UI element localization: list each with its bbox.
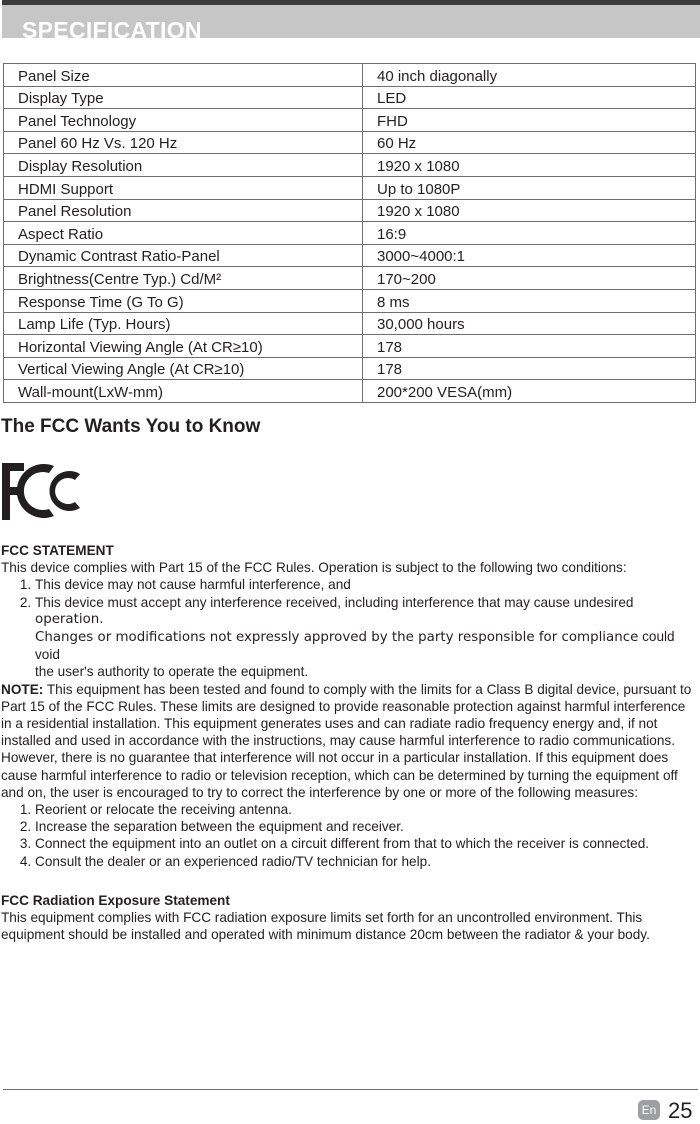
spec-table bbox=[3, 63, 696, 403]
table-row bbox=[4, 131, 696, 154]
list-item: 3. Connect the equipment into an outlet on a circuit different from that to which the receiver is connected. bbox=[35, 835, 698, 852]
list-item: 4. Consult the dealer or an experienced radio/TV technician for help. bbox=[35, 853, 698, 870]
spec-value: 170~200 bbox=[363, 267, 696, 290]
spec-value: 60 Hz bbox=[363, 131, 696, 154]
spec-value: 178 bbox=[363, 357, 696, 380]
table-row bbox=[4, 222, 696, 245]
fcc-statement bbox=[1, 542, 698, 870]
spec-label: Panel 60 Hz Vs. 120 Hz bbox=[4, 131, 363, 154]
table-row bbox=[4, 312, 696, 335]
table-row bbox=[4, 244, 696, 267]
note-label: NOTE: bbox=[1, 681, 44, 697]
conditions-list bbox=[1, 576, 698, 610]
fcc-logo bbox=[0, 460, 84, 527]
list-item: 1. This device may not cause harmful interference, and bbox=[35, 576, 698, 593]
spec-label: Panel Technology bbox=[4, 109, 363, 132]
spec-value: 30,000 hours bbox=[363, 312, 696, 335]
spec-label: Lamp Life (Typ. Hours) bbox=[4, 312, 363, 335]
table-row bbox=[4, 380, 696, 403]
table-row bbox=[4, 176, 696, 199]
table-row bbox=[4, 64, 696, 87]
spec-label: Dynamic Contrast Ratio-Panel bbox=[4, 244, 363, 267]
fcc-statement-intro: This device complies with Part 15 of the FCC Rules. Operation is subject to the following two conditions: bbox=[1, 560, 627, 576]
table-row bbox=[4, 289, 696, 312]
spec-value: FHD bbox=[363, 109, 696, 132]
list-item: 2. Increase the separation between the equipment and receiver. bbox=[35, 818, 698, 835]
spec-value: 1920 x 1080 bbox=[363, 154, 696, 177]
fcc-section-title: The FCC Wants You to Know bbox=[1, 416, 261, 437]
radiation-text: This equipment complies with FCC radiation exposure limits set forth for an uncontrolled environment. This equipment should be installed and operated with minimum distance 20cm between the radiator & your body. bbox=[1, 910, 650, 943]
spec-value: 200*200 VESA(mm) bbox=[363, 380, 696, 403]
spec-label: Response Time (G To G) bbox=[4, 289, 363, 312]
table-row bbox=[4, 357, 696, 380]
operation-word: operation. bbox=[35, 611, 104, 627]
table-row bbox=[4, 154, 696, 177]
page-title: SPECIFICATION bbox=[22, 17, 202, 43]
header-bar bbox=[2, 0, 700, 43]
table-row bbox=[4, 267, 696, 290]
measures-list bbox=[1, 801, 698, 870]
page-number: 25 bbox=[668, 1098, 693, 1123]
spec-label: Aspect Ratio bbox=[4, 222, 363, 245]
list-item: 1. Reorient or relocate the receiving antenna. bbox=[35, 801, 698, 818]
spec-value: 40 inch diagonally bbox=[363, 64, 696, 87]
changes-text: Changes or modifications not expressly approved by the party responsible for compliance bbox=[35, 630, 639, 646]
spec-label: Panel Size bbox=[4, 64, 363, 87]
fcc-statement-heading: FCC STATEMENT bbox=[1, 543, 114, 558]
spec-value: 3000~4000:1 bbox=[363, 244, 696, 267]
radiation-heading: FCC Radiation Exposure Statement bbox=[1, 893, 230, 908]
spec-label: HDMI Support bbox=[4, 176, 363, 199]
spec-value: 178 bbox=[363, 335, 696, 358]
table-row bbox=[4, 199, 696, 222]
spec-label: Panel Resolution bbox=[4, 199, 363, 222]
spec-value: 1920 x 1080 bbox=[363, 199, 696, 222]
spec-value: 8 ms bbox=[363, 289, 696, 312]
note-text: This equipment has been tested and found to comply with the limits for a Class B digital device, pursuant to Part 15 of the FCC Rules. These limits are designed to provide reasonable protection against harmful interference in a residential installation. This equipment generates uses and can radiate radio frequency energy and, if not installed and used in accordance with the instructions, may cause harmful interference to radio communications. However, there is no guarantee that interference will not occur in a particular installation. If this equipment does cause harmful interference to radio or television reception, which can be determined by turning the equipment off and on, the user is encouraged to try to correct the interference by one or more of the following measures: bbox=[1, 681, 692, 800]
spec-label: Wall-mount(LxW-mm) bbox=[4, 380, 363, 403]
spec-value: Up to 1080P bbox=[363, 176, 696, 199]
table-row bbox=[4, 109, 696, 132]
spec-label: Vertical Viewing Angle (At CR≥10) bbox=[4, 357, 363, 380]
list-item: 2. This device must accept any interference received, including interference that may cause undesired bbox=[35, 594, 698, 611]
footer-divider bbox=[3, 1089, 698, 1090]
language-badge: En bbox=[638, 1100, 660, 1120]
could-void-text: could void bbox=[35, 629, 675, 663]
spec-label: Display Type bbox=[4, 86, 363, 109]
table-row bbox=[4, 335, 696, 358]
table-row bbox=[4, 86, 696, 109]
radiation-statement bbox=[1, 892, 698, 944]
spec-label: Horizontal Viewing Angle (At CR≥10) bbox=[4, 335, 363, 358]
spec-label: Brightness(Centre Typ.) Cd/M² bbox=[4, 267, 363, 290]
spec-value: LED bbox=[363, 86, 696, 109]
spec-label: Display Resolution bbox=[4, 154, 363, 177]
authority-line: the user's authority to operate the equipment. bbox=[35, 664, 309, 680]
spec-value: 16:9 bbox=[363, 222, 696, 245]
